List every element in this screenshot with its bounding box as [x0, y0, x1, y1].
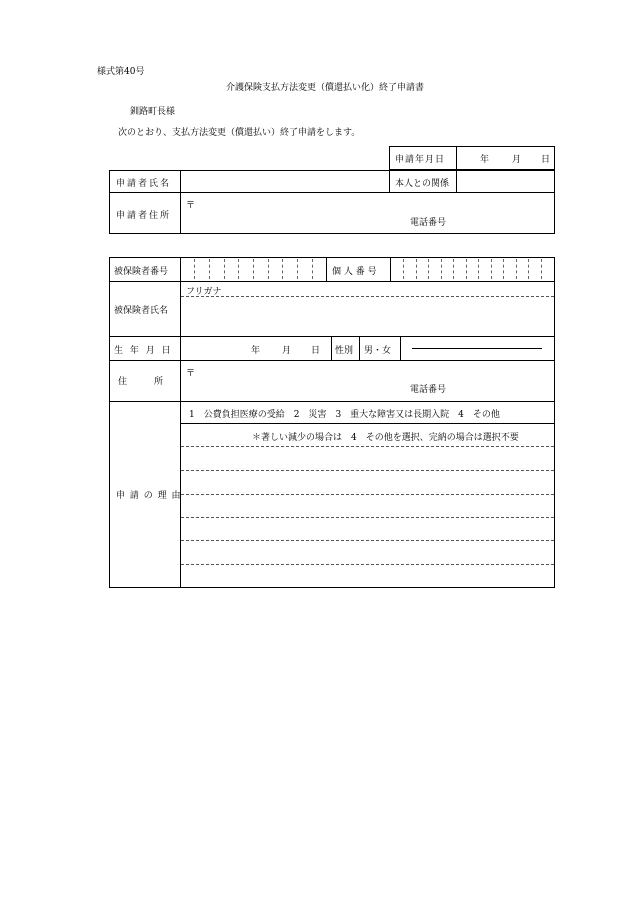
insured-phone-label: 電話番号 [410, 385, 447, 395]
application-date-month-unit: 月 [512, 155, 522, 165]
personal-number-field[interactable] [391, 258, 554, 280]
application-date-year-unit: 年 [480, 155, 490, 165]
reason-label: 申 請 の 理 由 [116, 491, 182, 501]
intro-text: 次のとおり、支払方法変更（償還払い）終了申請をします。 [118, 128, 361, 138]
insured-name-label: 被保険者氏名 [114, 306, 169, 316]
applicant-postal-mark: 〒 [186, 201, 196, 211]
birth-year-unit: 年 [251, 346, 261, 356]
insured-number-field[interactable] [181, 258, 325, 280]
applicant-name-field[interactable] [182, 172, 387, 190]
addressee: 釧路町長様 [130, 107, 176, 117]
birth-month-unit: 月 [282, 346, 292, 356]
personal-number-label: 個 人 番 号 [332, 267, 377, 277]
birth-date-label: 生 年 月 日 [114, 346, 173, 356]
insured-number-label: 被保険者番号 [114, 267, 169, 277]
form-title: 介護保険支払方法変更（償還払い化）終了申請書 [226, 83, 425, 93]
applicant-address-label: 申請者住所 [116, 211, 172, 221]
insured-postal-mark: 〒 [186, 369, 196, 379]
form-number: 様式第40号 [97, 67, 145, 77]
applicant-name-label: 申請者氏名 [116, 179, 172, 189]
relation-label: 本人との関係 [395, 179, 450, 189]
furigana-label: フリガナ [186, 287, 222, 297]
insured-address-label: 住 所 [118, 377, 164, 387]
insured-name-field[interactable] [181, 298, 554, 335]
reason-detail-field[interactable] [181, 447, 554, 587]
reason-note: ＊著しい減少の場合は 4 その他を選択、完納の場合は選択不要 [252, 433, 519, 443]
application-date-label: 申請年月日 [395, 155, 446, 165]
sex-label: 性別 [335, 346, 354, 356]
birth-extra-line [412, 348, 542, 349]
insured-address-field[interactable] [181, 362, 554, 400]
applicant-address-field[interactable] [182, 194, 552, 232]
reason-options[interactable]: 1 公費負担医療の受給 2 災害 3 重大な障害又は長期入院 4 その他 [189, 410, 500, 420]
sex-options[interactable]: 男・女 [364, 346, 392, 356]
birth-day-unit: 日 [311, 346, 321, 356]
application-date-day-unit: 日 [541, 155, 551, 165]
applicant-phone-label: 電話番号 [410, 218, 447, 228]
relation-field[interactable] [458, 172, 553, 190]
